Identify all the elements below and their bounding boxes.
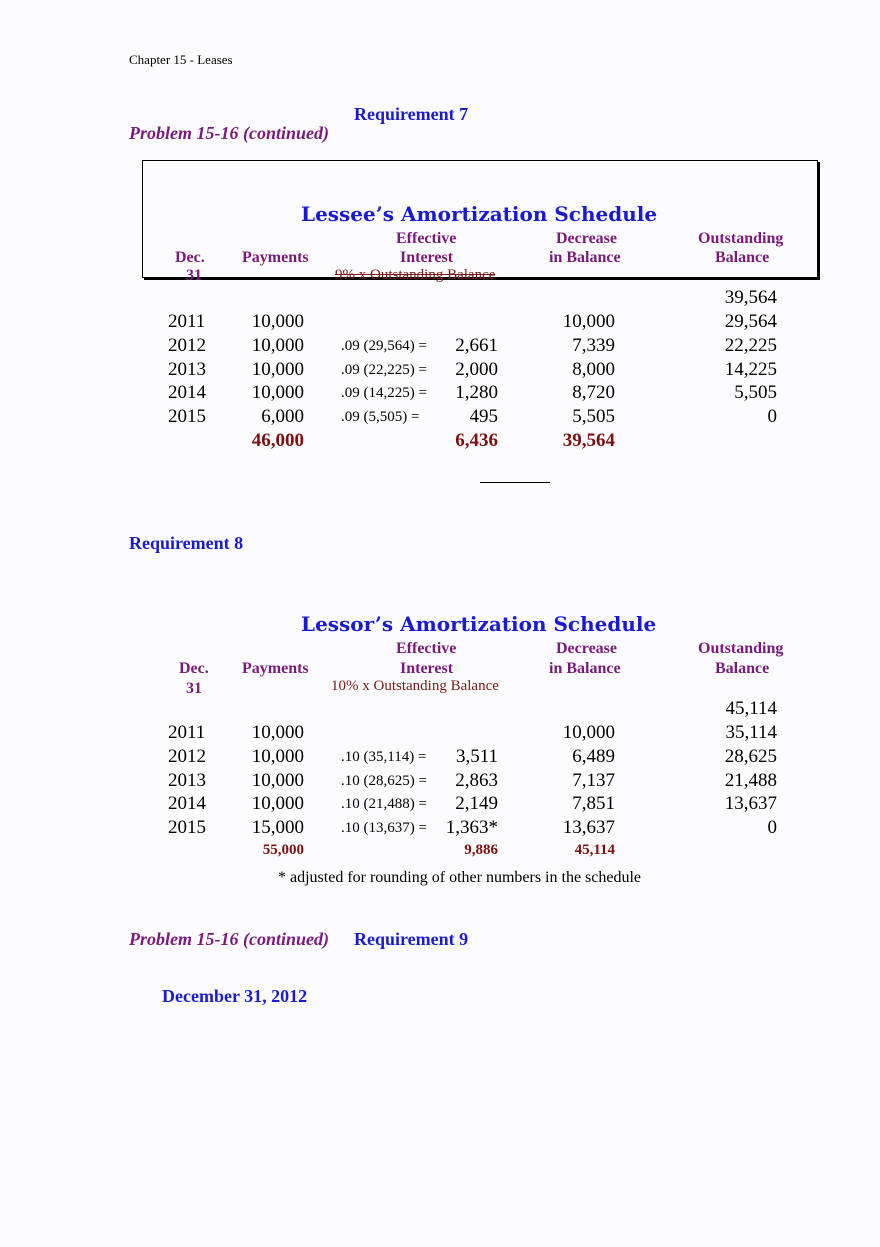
lessor-payment-cell: 10,000 xyxy=(251,722,304,743)
lessee-calc-cell: .09 (5,505) = xyxy=(341,409,420,425)
lessee-decrease-cell: 8,720 xyxy=(572,382,615,403)
lessee-opening-balance: 39,564 xyxy=(724,287,777,308)
lessee-interest-cell: 495 xyxy=(469,406,498,427)
lessee-balance-header: Balance xyxy=(715,249,770,266)
problem-heading-2: Problem 15-16 (continued) xyxy=(129,929,329,949)
requirement-8-heading: Requirement 8 xyxy=(129,533,244,553)
lessor-decrease-cell: 7,137 xyxy=(572,770,615,791)
lessor-interest-cell: 2,863 xyxy=(455,770,498,791)
lessor-total-decrease: 45,114 xyxy=(574,842,615,858)
lessor-payments-header: Payments xyxy=(242,660,309,677)
lessor-total-payments: 55,000 xyxy=(262,842,304,858)
lessor-calc-cell: .10 (13,637) = xyxy=(341,820,427,836)
lessor-balance-cell: 13,637 xyxy=(724,793,777,814)
lessee-interest-cell: 1,280 xyxy=(455,382,498,403)
lessee-payment-cell: 6,000 xyxy=(261,406,304,427)
lessee-calc-cell: .09 (29,564) = xyxy=(341,338,427,354)
lessor-year-cell: 2012 xyxy=(168,746,206,767)
lessee-year-cell: 2014 xyxy=(168,382,206,403)
lessee-dec-31: 31 xyxy=(186,267,202,284)
lessee-payments-header: Payments xyxy=(242,249,309,266)
lessee-interest-cell: 2,000 xyxy=(455,359,498,380)
lessee-decrease-cell: 8,000 xyxy=(572,359,615,380)
lessee-decrease-cell: 7,339 xyxy=(572,335,615,356)
lessee-decrease-cell: 5,505 xyxy=(572,406,615,427)
lessor-decrease-header: Decrease xyxy=(556,640,617,657)
lessee-dec-header: Dec. xyxy=(175,249,205,266)
journal-date: December 31, 2012 xyxy=(162,986,308,1006)
lessor-year-cell: 2011 xyxy=(168,722,206,743)
lessee-year-cell: 2013 xyxy=(168,359,206,380)
lessee-calc-cell: .09 (14,225) = xyxy=(341,385,427,401)
lessor-outstanding-header: Outstanding xyxy=(698,640,784,657)
lessor-schedule-title: Lessor’s Amortization Schedule xyxy=(301,612,657,636)
lessee-year-cell: 2011 xyxy=(168,311,206,332)
lessee-schedule-title: Lessee’s Amortization Schedule xyxy=(301,202,658,226)
lessee-outstanding-header: Outstanding xyxy=(698,230,784,247)
lessor-total-interest: 9,886 xyxy=(464,842,498,858)
requirement-9-heading: Requirement 9 xyxy=(354,929,469,949)
lessor-interest-cell: 3,511 xyxy=(455,746,498,767)
lessee-total-interest: 6,436 xyxy=(455,430,498,451)
lessor-calc-cell: .10 (21,488) = xyxy=(341,796,427,812)
lessor-balance-cell: 0 xyxy=(767,817,777,838)
lessee-decrease-cell: 10,000 xyxy=(562,311,615,332)
lessor-payment-cell: 10,000 xyxy=(251,793,304,814)
lessor-interest-cell: 2,149 xyxy=(455,793,498,814)
lessee-payment-cell: 10,000 xyxy=(251,359,304,380)
lessor-balance-header: Balance xyxy=(715,660,770,677)
lessee-underline xyxy=(480,482,550,483)
lessee-rate-note: 9% x Outstanding Balance xyxy=(335,267,496,283)
lessor-payment-cell: 10,000 xyxy=(251,770,304,791)
lessee-decrease-header: Decrease xyxy=(556,230,617,247)
problem-heading: Problem 15-16 (continued) xyxy=(129,123,329,143)
lessee-payment-cell: 10,000 xyxy=(251,311,304,332)
lessee-calc-cell: .09 (22,225) = xyxy=(341,362,427,378)
lessee-total-payments: 46,000 xyxy=(251,430,304,451)
lessor-payment-cell: 15,000 xyxy=(251,817,304,838)
lessor-calc-cell: .10 (35,114) = xyxy=(341,749,427,765)
lessor-opening-balance: 45,114 xyxy=(725,698,777,719)
lessor-year-cell: 2014 xyxy=(168,793,206,814)
lessor-year-cell: 2015 xyxy=(168,817,206,838)
lessor-interest-cell: 1,363* xyxy=(445,817,498,838)
lessee-balance-cell: 22,225 xyxy=(724,335,777,356)
lessor-rate-note: 10% x Outstanding Balance xyxy=(331,678,499,694)
lessor-balance-cell: 35,114 xyxy=(725,722,777,743)
lessor-in-balance-header: in Balance xyxy=(549,660,621,677)
lessee-year-cell: 2015 xyxy=(168,406,206,427)
lessee-interest-header: Interest xyxy=(400,249,454,266)
lessor-decrease-cell: 10,000 xyxy=(562,722,615,743)
lessee-payment-cell: 10,000 xyxy=(251,382,304,403)
lessor-interest-header: Interest xyxy=(400,660,454,677)
lessee-balance-cell: 0 xyxy=(767,406,777,427)
lessee-effective-header: Effective xyxy=(396,230,457,247)
lessor-footnote: * adjusted for rounding of other numbers in the schedule xyxy=(278,869,642,886)
lessee-balance-cell: 29,564 xyxy=(724,311,777,332)
chapter-header: Chapter 15 - Leases xyxy=(129,52,233,67)
lessor-payment-cell: 10,000 xyxy=(251,746,304,767)
lessor-dec-header: Dec. xyxy=(179,660,209,677)
lessor-balance-cell: 21,488 xyxy=(724,770,777,791)
lessee-in-balance-header: in Balance xyxy=(549,249,621,266)
lessor-decrease-cell: 6,489 xyxy=(572,746,615,767)
lessee-year-cell: 2012 xyxy=(168,335,206,356)
lessor-year-cell: 2013 xyxy=(168,770,206,791)
lessee-payment-cell: 10,000 xyxy=(251,335,304,356)
lessor-balance-cell: 28,625 xyxy=(724,746,777,767)
lessee-total-decrease: 39,564 xyxy=(562,430,615,451)
requirement-7-heading: Requirement 7 xyxy=(354,104,469,124)
lessor-decrease-cell: 7,851 xyxy=(572,793,615,814)
lessee-balance-cell: 5,505 xyxy=(734,382,777,403)
lessor-calc-cell: .10 (28,625) = xyxy=(341,773,427,789)
lessee-balance-cell: 14,225 xyxy=(724,359,777,380)
lessor-effective-header: Effective xyxy=(396,640,457,657)
lessor-decrease-cell: 13,637 xyxy=(562,817,615,838)
lessor-dec-31: 31 xyxy=(186,680,202,697)
lessee-interest-cell: 2,661 xyxy=(455,335,498,356)
